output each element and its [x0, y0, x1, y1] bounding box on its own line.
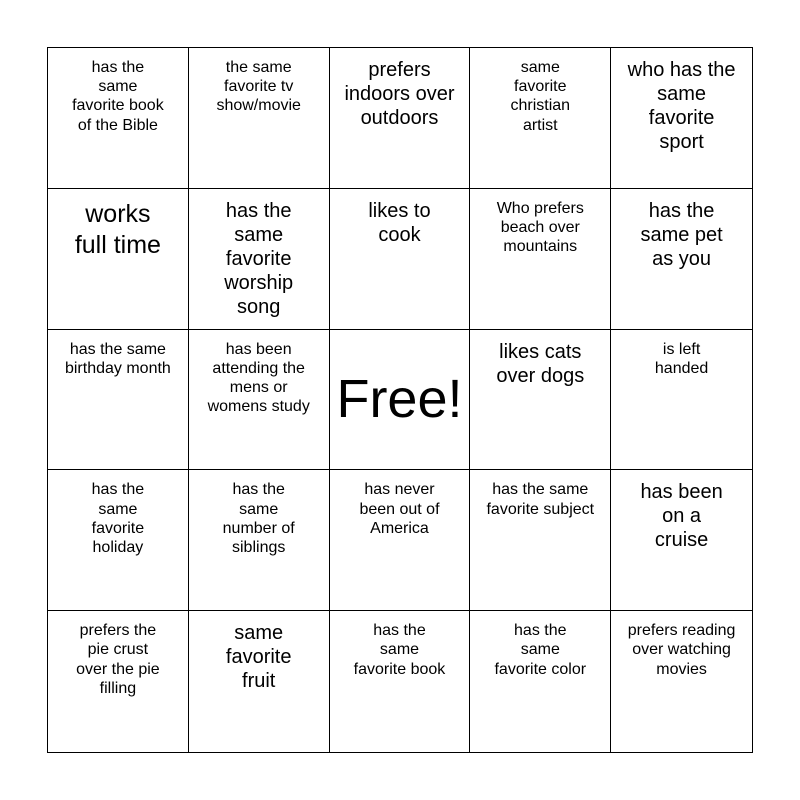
bingo-cell[interactable] [189, 330, 330, 471]
cell-text: has the same favorite color [494, 622, 587, 678]
cell-text: has the same favorite subject [486, 481, 595, 518]
cell-text: prefers indoors over outdoors [344, 59, 455, 129]
cell-text: has the same favorite book of the Bible [72, 59, 164, 134]
cell-text: who has the same favorite sport [627, 59, 736, 153]
cell-text: has the same number of siblings [222, 481, 295, 556]
bingo-cell[interactable] [470, 470, 611, 611]
bingo-cell[interactable] [48, 189, 189, 330]
cell-text: has the same birthday month [64, 340, 171, 377]
bingo-cell[interactable] [48, 611, 189, 752]
bingo-cell[interactable] [611, 470, 752, 611]
bingo-cell[interactable] [48, 48, 189, 189]
cell-text: works full time [74, 199, 161, 260]
bingo-cell[interactable] [470, 611, 611, 752]
bingo-cell[interactable] [611, 330, 752, 471]
cell-text: has the same favorite worship song [224, 199, 294, 318]
free-space[interactable] [330, 330, 471, 471]
bingo-cell[interactable] [611, 48, 752, 189]
bingo-cell[interactable] [330, 189, 471, 330]
bingo-cell[interactable] [470, 48, 611, 189]
bingo-cell[interactable] [330, 48, 471, 189]
cell-text: Who prefers beach over mountains [496, 199, 584, 256]
cell-text: has been attending the mens or womens study [207, 340, 310, 416]
bingo-cell[interactable] [611, 611, 752, 752]
bingo-cell[interactable] [189, 48, 330, 189]
bingo-cell[interactable] [470, 330, 611, 471]
bingo-cell[interactable] [189, 189, 330, 330]
bingo-board [47, 47, 753, 753]
bingo-cell[interactable] [48, 470, 189, 611]
cell-text: same favorite fruit [225, 622, 292, 693]
cell-text: has the same favorite holiday [91, 481, 145, 556]
bingo-cell[interactable] [189, 470, 330, 611]
cell-text: is left handed [654, 340, 709, 377]
cell-text: likes cats over dogs [496, 340, 585, 387]
bingo-cell[interactable] [470, 189, 611, 330]
cell-text: has the same favorite book [353, 622, 446, 678]
bingo-cell[interactable] [189, 611, 330, 752]
bingo-cell[interactable] [330, 611, 471, 752]
cell-text: likes to cook [368, 199, 431, 246]
cell-text: prefers the pie crust over the pie filling [76, 622, 160, 697]
free-space-label: Free! [336, 369, 463, 430]
cell-text: the same favorite tv show/movie [216, 59, 301, 115]
cell-text: same favorite christian artist [510, 59, 571, 134]
cell-text: has never been out of America [359, 481, 440, 537]
cell-text: prefers reading over watching movies [627, 622, 736, 678]
cell-text: has been on a cruise [640, 481, 723, 552]
bingo-cell[interactable] [611, 189, 752, 330]
cell-text: has the same pet as you [640, 199, 723, 270]
bingo-cell[interactable] [330, 470, 471, 611]
bingo-cell[interactable] [48, 330, 189, 471]
